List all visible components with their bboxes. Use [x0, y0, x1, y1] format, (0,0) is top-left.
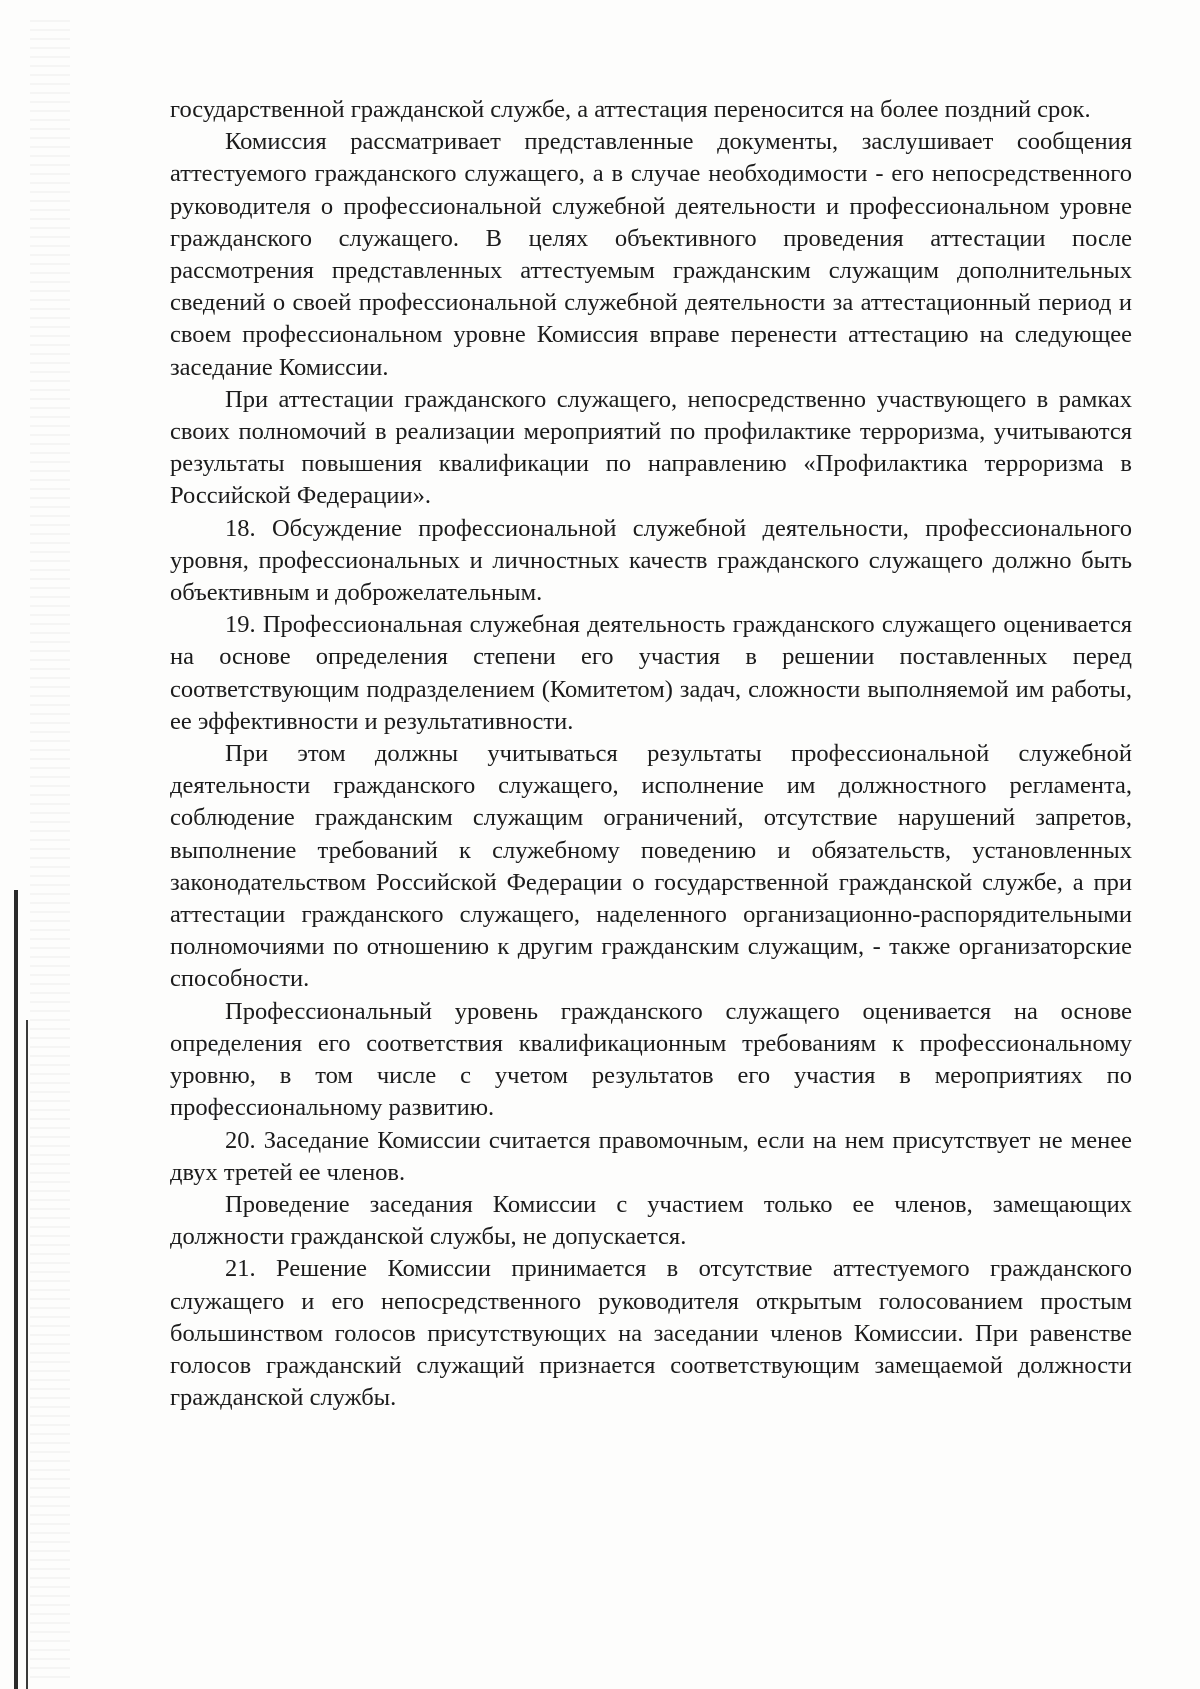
paragraph-item-19: 19. Профессиональная служебная деятельность гражданского служащего оценивается на основе определения степени его участия в решении поставленных перед соответствующим подразделением (Комитетом) задач, сложности выполняемой им работы, ее эффективности и результативности. [170, 611, 1132, 735]
paragraph-terrorism-prevention: При аттестации гражданского служащего, непосредственно участвующего в рамках своих полномочий в реализации мероприятий по профилактике терроризма, учитываются результаты повышения квалификации по направлению «Профилактика терроризма в Российской Федерации». [170, 385, 1132, 510]
document-body [170, 94, 1132, 1414]
paragraph-item-18: 18. Обсуждение профессиональной служебной деятельности, профессионального уровня, профессиональных и личностных качеств гражданского служащего должно быть объективным и доброжелательным. [170, 514, 1132, 607]
paragraph-commission-review: Комиссия рассматривает представленные документы, заслушивает сообщения аттестуемого гражданского служащего, а в случае необходимости - его непосредственного руководителя о профессиональной служебной деятельности и профессиональном уровне гражданского служащего. В целях объективного проведения аттестации после рассмотрения представленных аттестуемым гражданским служащим дополнительных сведений о своей профессиональной служебной деятельности за аттестационный период и своем профессиональном уровне Комиссия вправе перенести аттестацию на следующее заседание Комиссии. [170, 128, 1132, 381]
paragraph-continuation: государственной гражданской службе, а аттестация переносится на более поздний срок. [170, 96, 1091, 123]
paragraph-professional-level: Профессиональный уровень гражданского служащего оценивается на основе определения его соответствия квалификационным требованиям к профессиональному уровню, в том числе с учетом результатов его участия в мероприятиях по профессиональному развитию. [170, 997, 1132, 1122]
paragraph-item-20: 20. Заседание Комиссии считается правомочным, если на нем присутствует не менее двух третей ее членов. [170, 1126, 1132, 1186]
paragraph-evaluation-factors: При этом должны учитываться результаты профессиональной служебной деятельности гражданского служащего, исполнение им должностного регламента, соблюдение гражданским служащим ограничений, отсутствие нарушений запретов, выполнение требований к служебному поведению и обязательств, установленных законодательством Российской Федерации о государственной гражданской службе, а при аттестации гражданского служащего, наделенного организационно-распорядительными полномочиями по отношению к другим гражданским служащим, - также организаторские способности. [170, 740, 1132, 993]
paragraph-item-21: 21. Решение Комиссии принимается в отсутствие аттестуемого гражданского служащего и его непосредственного руководителя открытым голосованием простым большинством голосов присутствующих на заседании членов Комиссии. При равенстве голосов гражданский служащий признается соответствующим замещаемой должности гражданской службы. [170, 1255, 1132, 1412]
scan-edge-line [14, 890, 18, 1689]
scan-noise [30, 20, 70, 1680]
paragraph-meeting-restriction: Проведение заседания Комиссии с участием только ее членов, замещающих должности гражданской службы, не допускается. [170, 1190, 1132, 1251]
scan-edge-line-secondary [26, 1020, 28, 1689]
